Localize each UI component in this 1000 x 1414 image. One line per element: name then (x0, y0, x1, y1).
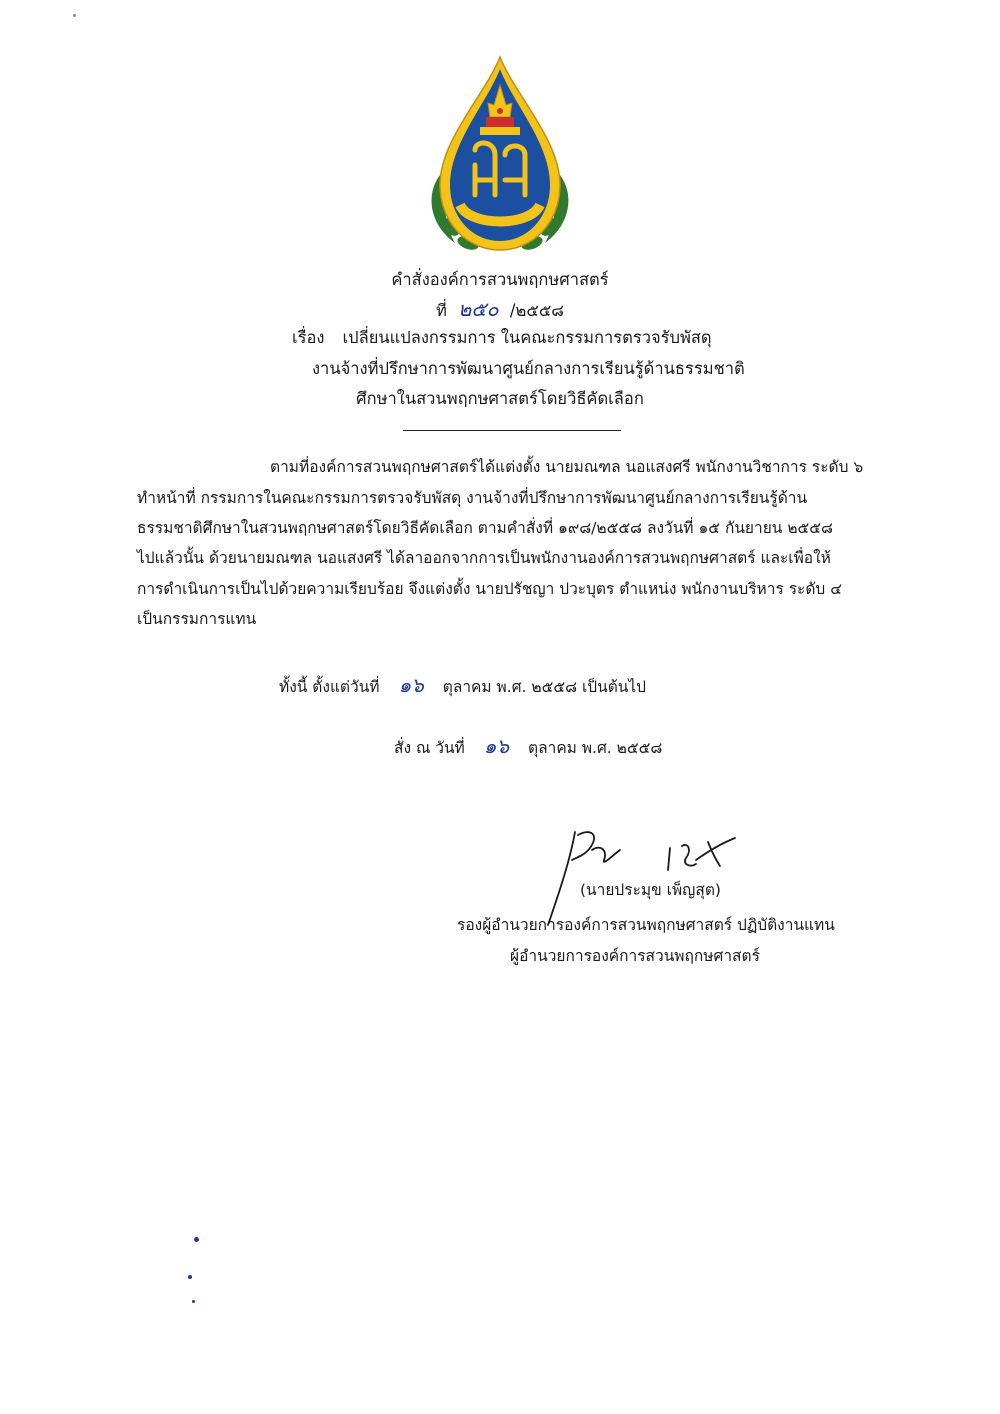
body-line: ไปแล้วนั้น ด้วยนายมณฑล นอแสงศรี ได้ลาออกจากการเป็นพนักงานองค์การสวนพฤกษศาสตร์ และเพื่อให้ (137, 549, 831, 567)
body-line: ทำหน้าที่ กรรมการในคณะกรรมการตรวจรับพัสดุ งานจ้างที่ปรึกษาการพัฒนาศูนย์กลางการเรียนรู้ด้าน (137, 489, 808, 507)
organization-seal-icon (420, 55, 580, 260)
body-line: ธรรมชาติศึกษาในสวนพฤกษศาสตร์โดยวิธีคัดเลือก ตามคำสั่งที่ ๑๙๘/๒๕๕๘ ลงวันที่ ๑๕ กันยายน ๒๕๕๘ (137, 519, 833, 537)
scan-speck (194, 1237, 199, 1242)
body-line: เป็นกรรมการแทน (137, 610, 257, 628)
subject-line-1 (292, 325, 712, 351)
ordered-day-handwritten: ๑๖ (483, 734, 510, 758)
body-line: การดำเนินการเป็นไปด้วยความเรียบร้อย จึงแต่งตั้ง นายปรัชญา ปวะบุตร ตำแหน่ง พนักงานบริหาร ระดับ ๔ (137, 580, 842, 598)
ordered-date (394, 733, 662, 761)
subject-text-1: เปลี่ยนแปลงกรรมการ ในคณะกรรมการตรวจรับพัสดุ (342, 328, 712, 347)
body-line: ตามที่องค์การสวนพฤกษศาสตร์ได้แต่งตั้ง นายมณฑล นอแสงศรี พนักงานวิชาการ ระดับ ๖ (270, 458, 864, 476)
effective-date (279, 672, 646, 700)
effective-day-handwritten: ๑๖ (398, 673, 424, 697)
order-number (250, 297, 750, 323)
signatory-position-1: รองผู้อำนวยการองค์การสวนพฤกษศาสตร์ ปฏิบัติงานแทน (457, 916, 835, 934)
ordered-suffix: ตุลาคม พ.ศ. ๒๕๕๘ (528, 739, 663, 757)
signatory-name: (นายประมุข เพ็ญสุต) (580, 881, 721, 899)
scan-speck (192, 1300, 195, 1303)
order-number-prefix: ที่ (435, 301, 447, 320)
subject-label: เรื่อง (292, 328, 325, 347)
subject-line-2: งานจ้างที่ปรึกษาการพัฒนาศูนย์กลางการเรียนรู้ด้านธรรมชาติ (312, 359, 745, 378)
effective-suffix: ตุลาคม พ.ศ. ๒๕๕๘ เป็นต้นไป (442, 678, 646, 696)
signatory-position-2: ผู้อำนวยการองค์การสวนพฤกษศาสตร์ (510, 947, 760, 965)
scan-speck (188, 1275, 192, 1279)
divider-rule (403, 430, 621, 431)
order-number-year: /๒๕๕๘ (509, 301, 565, 320)
order-number-handwritten: ๒๕๐ (458, 297, 499, 321)
ordered-prefix: สั่ง ณ วันที่ (394, 739, 465, 757)
effective-prefix: ทั้งนี้ ตั้งแต่วันที่ (279, 678, 380, 696)
subject-line-3: ศึกษาในสวนพฤกษศาสตร์โดยวิธีคัดเลือก (356, 389, 644, 408)
order-title: คำสั่งองค์การสวนพฤกษศาสตร์ (391, 270, 609, 289)
scan-speck (73, 14, 76, 17)
